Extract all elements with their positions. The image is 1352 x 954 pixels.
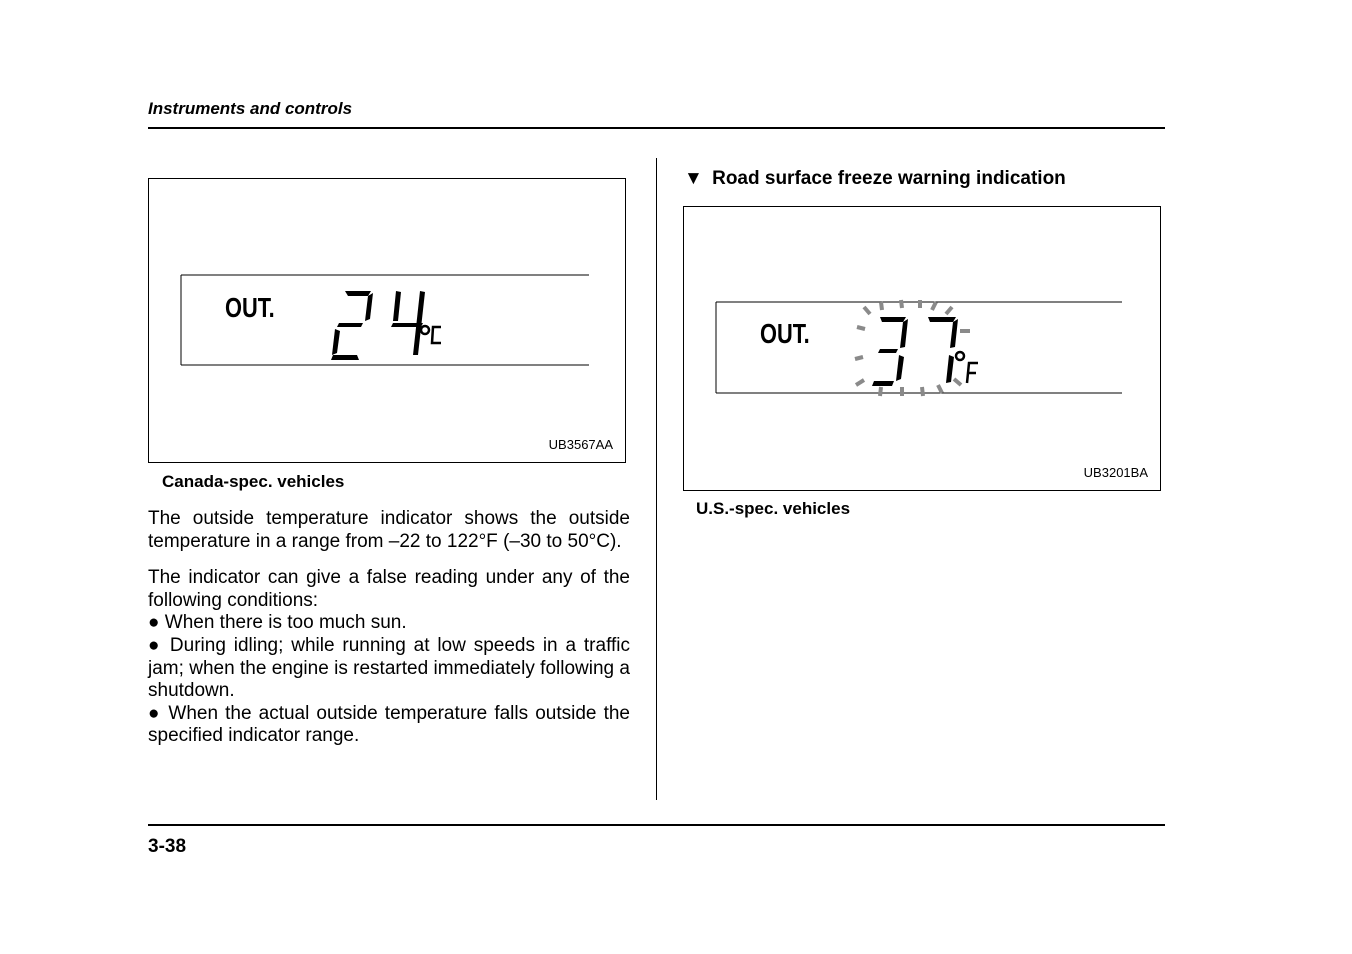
- header-rule: [148, 127, 1165, 129]
- figure-code: UB3201BA: [1083, 465, 1148, 480]
- bullet-item: ● When there is too much sun.: [148, 612, 407, 634]
- flash-indicator-dashes: [855, 300, 970, 396]
- page-number: 3-38: [148, 836, 187, 857]
- bullet-item: ● During idling; while running at low speeds in a traffic jam; when the engine is restarted immediately following a shutdown.: [148, 634, 631, 702]
- footer-rule: [148, 824, 1165, 826]
- lcd-display-illustration: [684, 207, 1160, 490]
- display-label: OUT.: [225, 292, 275, 324]
- figure-code: UB3567AA: [548, 437, 613, 452]
- figure-canada-display: [148, 178, 626, 463]
- figure-caption: Canada-spec. vehicles: [162, 472, 345, 491]
- figure-us-display: [683, 206, 1161, 491]
- section-title: Instruments and controls: [148, 99, 353, 118]
- heading-text: Road surface freeze warning indication: [712, 168, 1066, 189]
- bullet-icon: ●: [148, 702, 169, 724]
- display-label: OUT.: [760, 318, 810, 350]
- display-digits: [872, 317, 958, 386]
- triangle-down-icon: ▼: [684, 168, 703, 189]
- bullet-item: ● When the actual outside temperature falls outside the specified indicator range.: [148, 702, 630, 747]
- bullet-icon: ●: [148, 612, 165, 634]
- section-heading: [684, 168, 1066, 190]
- paragraph: The indicator can give a false reading under any of the following conditions:: [148, 567, 630, 611]
- display-unit-celsius: [421, 326, 441, 343]
- body-text: [148, 508, 630, 748]
- column-divider: [656, 158, 657, 800]
- bullet-icon: ●: [148, 634, 170, 656]
- paragraph: The outside temperature indicator shows the outside temperature in a range from –22 to 122°F (–30 to 50°C).: [148, 508, 630, 552]
- lcd-display-illustration: [149, 179, 625, 462]
- display-unit-fahrenheit: [956, 352, 978, 383]
- display-digits: [331, 291, 425, 360]
- figure-caption: U.S.-spec. vehicles: [696, 499, 851, 518]
